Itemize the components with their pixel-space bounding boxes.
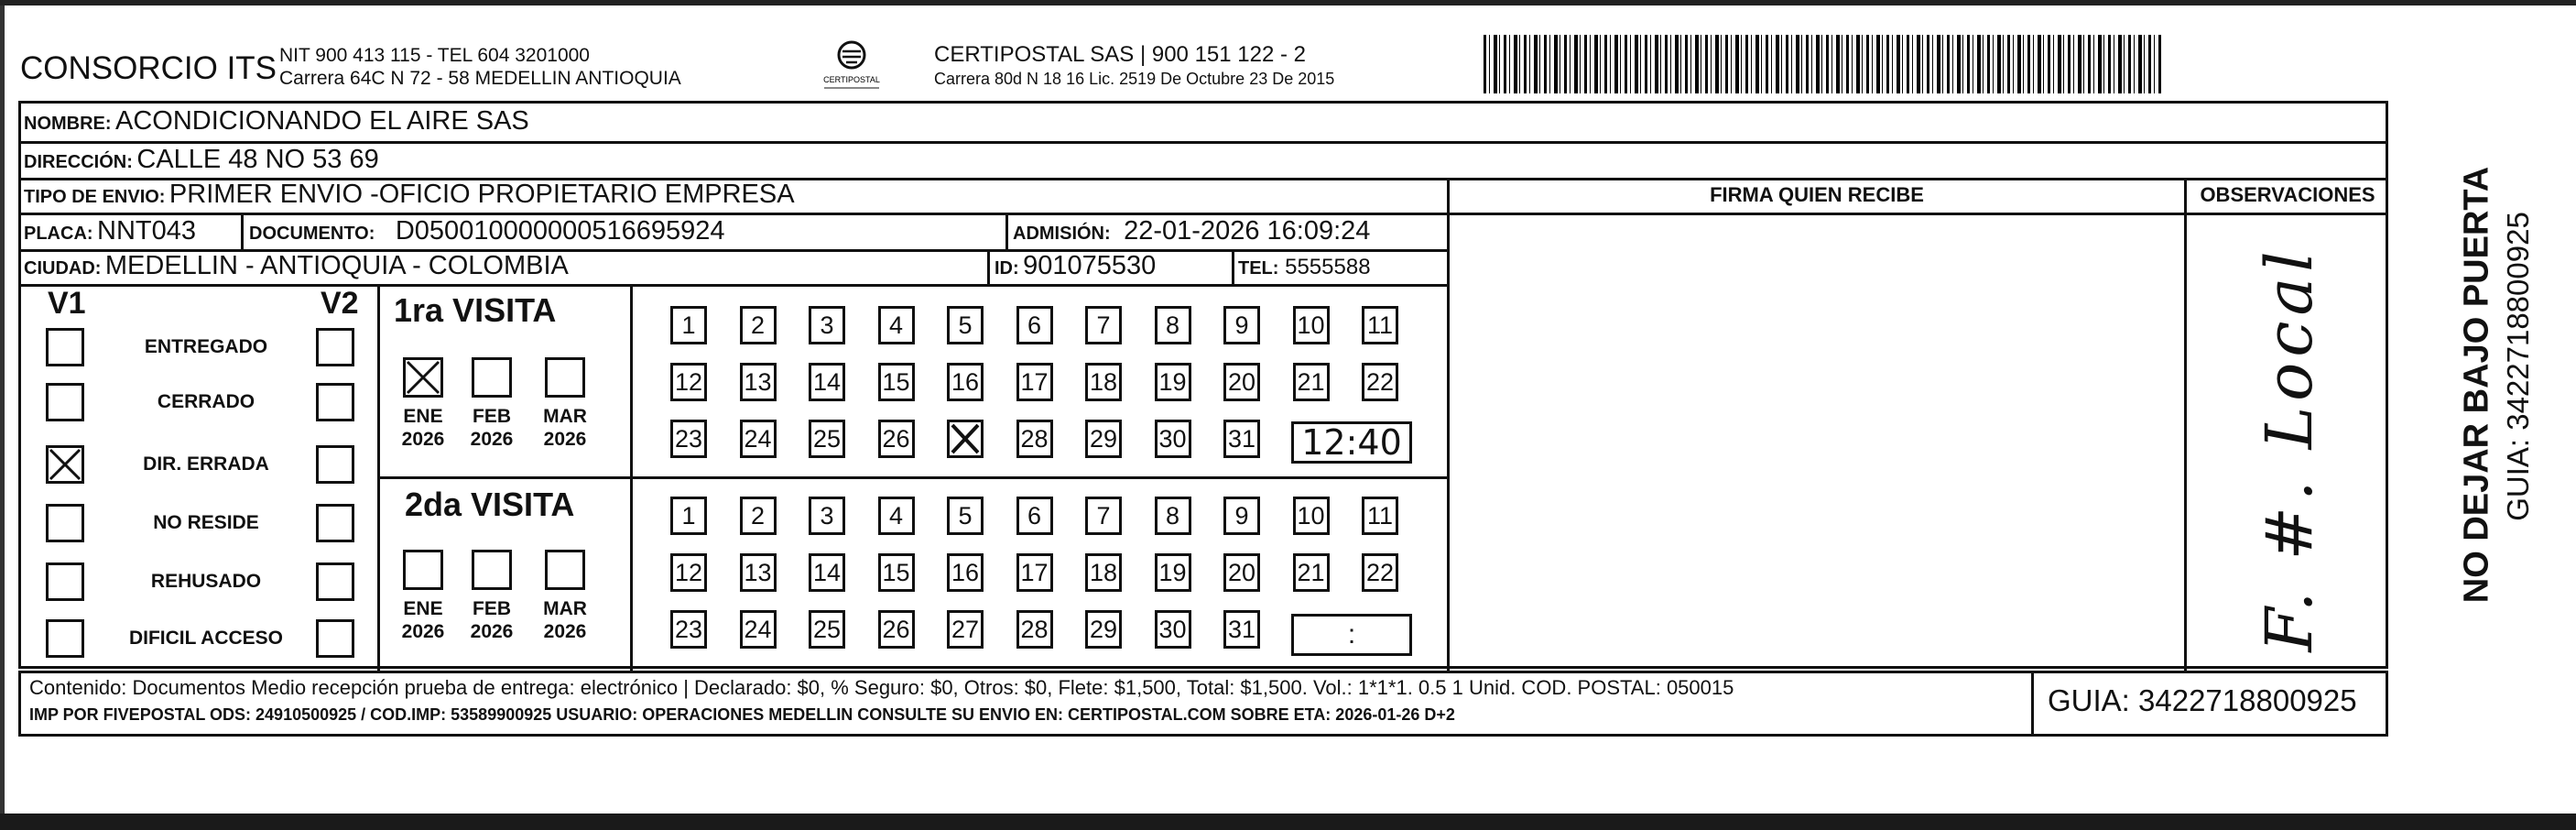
month-checkbox-2[interactable] [545, 550, 585, 590]
license-line: Carrera 80d N 18 16 Lic. 2519 De Octubre 23 De 2015 [934, 70, 1335, 88]
day-box-4[interactable]: 4 [878, 306, 915, 344]
month-checkbox-2[interactable] [545, 357, 585, 398]
month-name: ENE [403, 598, 443, 619]
month-checkbox-0[interactable] [403, 550, 443, 590]
day-box-27[interactable] [947, 420, 984, 458]
company-address: Carrera 64C N 72 - 58 MEDELLIN ANTIOQUIA [279, 68, 681, 89]
observaciones-header: OBSERVACIONES [2200, 183, 2375, 206]
day-box-14[interactable]: 14 [809, 553, 845, 592]
day-box-19[interactable]: 19 [1155, 363, 1191, 401]
month-name: FEB [473, 598, 511, 619]
day-box-30[interactable]: 30 [1155, 610, 1191, 649]
day-box-1[interactable]: 1 [670, 497, 707, 535]
day-box-12[interactable]: 12 [670, 553, 707, 592]
month-year: 2026 [543, 621, 587, 642]
month-name: MAR [543, 598, 587, 619]
visit-1-title: 1ra VISITA [394, 291, 557, 329]
day-box-8[interactable]: 8 [1155, 306, 1191, 344]
day-box-11[interactable]: 11 [1362, 497, 1398, 535]
status-v2-checkbox[interactable] [316, 383, 354, 421]
day-box-19[interactable]: 19 [1155, 553, 1191, 592]
day-box-28[interactable]: 28 [1016, 610, 1053, 649]
check-x-icon [950, 422, 981, 455]
day-box-1[interactable]: 1 [670, 306, 707, 344]
id-field [995, 251, 1156, 281]
certipostal-line: CERTIPOSTAL SAS | 900 151 122 - 2 [934, 42, 1306, 67]
admision-value: 22-01-2026 16:09:24 [1124, 216, 1371, 246]
day-box-5[interactable]: 5 [947, 497, 984, 535]
status-v2-checkbox[interactable] [316, 562, 354, 601]
day-box-2[interactable]: 2 [740, 497, 777, 535]
day-box-21[interactable]: 21 [1293, 553, 1330, 592]
v1-label: V1 [48, 286, 86, 321]
day-box-4[interactable]: 4 [878, 497, 915, 535]
day-box-18[interactable]: 18 [1085, 363, 1122, 401]
check-x-icon [49, 448, 82, 481]
day-box-9[interactable]: 9 [1223, 306, 1260, 344]
day-box-25[interactable]: 25 [809, 420, 845, 458]
month-name: MAR [543, 406, 587, 427]
day-box-27[interactable]: 27 [947, 610, 984, 649]
day-box-16[interactable]: 16 [947, 553, 984, 592]
tel-label: TEL: [1238, 258, 1279, 278]
sheet-left-edge [0, 5, 5, 814]
day-box-16[interactable]: 16 [947, 363, 984, 401]
footer-imp-line: IMP POR FIVEPOSTAL ODS: 24910500925 / COD.IMP: 53589900925 USUARIO: OPERACIONES MEDELLIN CONSULTE SU ENVIO EN: CERTIPOSTAL.COM SOBRE ETA: 2026-01-26 D+2 [29, 705, 1455, 724]
day-box-23[interactable]: 23 [670, 610, 707, 649]
month-checkbox-1[interactable] [472, 550, 512, 590]
ciudad-label: CIUDAD: [24, 258, 102, 278]
day-box-29[interactable]: 29 [1085, 610, 1122, 649]
day-box-11[interactable]: 11 [1362, 306, 1398, 344]
day-box-20[interactable]: 20 [1223, 553, 1260, 592]
status-v2-checkbox[interactable] [316, 504, 354, 542]
documento-value: D050010000000516695924 [395, 216, 725, 246]
day-box-28[interactable]: 28 [1016, 420, 1053, 458]
day-box-2[interactable]: 2 [740, 306, 777, 344]
tel-value: 5555588 [1285, 255, 1371, 279]
month-year: 2026 [401, 621, 445, 642]
placa-field [24, 216, 196, 246]
day-box-13[interactable]: 13 [740, 363, 777, 401]
day-box-22[interactable]: 22 [1362, 363, 1398, 401]
day-box-21[interactable]: 21 [1293, 363, 1330, 401]
documento-label: DOCUMENTO: [249, 224, 375, 244]
status-label: NO RESIDE [153, 512, 259, 533]
day-box-7[interactable]: 7 [1085, 497, 1122, 535]
day-box-3[interactable]: 3 [809, 497, 845, 535]
logo-caption: CERTIPOSTAL [823, 75, 880, 84]
sheet-top-edge [0, 0, 2576, 5]
day-box-26[interactable]: 26 [878, 610, 915, 649]
check-x-icon [406, 360, 440, 395]
day-box-15[interactable]: 15 [878, 553, 915, 592]
nombre-field [24, 106, 529, 137]
observaciones-handwriting [2198, 238, 2381, 660]
placa-value: NNT043 [97, 216, 196, 246]
day-box-13[interactable]: 13 [740, 553, 777, 592]
v2-label: V2 [321, 286, 359, 321]
status-v2-checkbox[interactable] [316, 619, 354, 658]
status-v1-checkbox[interactable] [46, 504, 84, 542]
status-v1-checkbox[interactable] [46, 383, 84, 421]
day-box-18[interactable]: 18 [1085, 553, 1122, 592]
day-box-12[interactable]: 12 [670, 363, 707, 401]
month-name: ENE [403, 406, 443, 427]
certipostal-logo [815, 35, 888, 99]
day-box-10[interactable]: 10 [1293, 306, 1330, 344]
day-box-14[interactable]: 14 [809, 363, 845, 401]
day-box-24[interactable]: 24 [740, 610, 777, 649]
footer-contenido: Contenido: Documentos Medio recepción prueba de entrega: electrónico | Declarado: $0, % Seguro: $0, Otros: $0, Flete: $1,500, Total: $1,500. Vol.: 1*1*1. 0.5 1 Unid. COD. POSTAL: 050015 [29, 676, 1734, 699]
direccion-label: DIRECCIÓN: [24, 152, 133, 172]
status-label: ENTREGADO [144, 336, 268, 357]
admision-field [1013, 216, 1370, 246]
status-label: CERRADO [157, 391, 255, 412]
day-box-22[interactable]: 22 [1362, 553, 1398, 592]
day-box-25[interactable]: 25 [809, 610, 845, 649]
nombre-value: ACONDICIONANDO EL AIRE SAS [115, 106, 529, 136]
month-year: 2026 [543, 429, 587, 450]
barcode [1484, 35, 2161, 93]
day-box-3[interactable]: 3 [809, 306, 845, 344]
day-box-31[interactable]: 31 [1223, 610, 1260, 649]
direccion-value: CALLE 48 NO 53 69 [136, 145, 379, 174]
admision-label: ADMISIÓN: [1013, 224, 1111, 244]
status-v1-checkbox[interactable] [46, 328, 84, 366]
day-box-30[interactable]: 30 [1155, 420, 1191, 458]
month-name: FEB [473, 406, 511, 427]
month-year: 2026 [401, 429, 445, 450]
direccion-field [24, 145, 379, 175]
observaciones-handwritten-text: F. #. Local [2252, 246, 2327, 652]
company-nit: NIT 900 413 115 - TEL 604 3201000 [279, 45, 590, 66]
visit-2-title: 2da VISITA [405, 486, 575, 523]
firma-header: FIRMA QUIEN RECIBE [1710, 183, 1924, 206]
day-box-20[interactable]: 20 [1223, 363, 1260, 401]
day-box-26[interactable]: 26 [878, 420, 915, 458]
tel-field [1238, 255, 1371, 280]
day-box-24[interactable]: 24 [740, 420, 777, 458]
nombre-label: NOMBRE: [24, 114, 112, 134]
company-name: CONSORCIO ITS [20, 50, 277, 86]
month-checkbox-1[interactable] [472, 357, 512, 398]
status-v1-checkbox[interactable] [46, 562, 84, 601]
day-box-8[interactable]: 8 [1155, 497, 1191, 535]
day-box-6[interactable]: 6 [1016, 306, 1053, 344]
side-guia: GUIA: 3422718800925 [2501, 212, 2535, 521]
status-v2-checkbox[interactable] [316, 328, 354, 366]
day-box-29[interactable]: 29 [1085, 420, 1122, 458]
footer-guia: GUIA: 3422718800925 [2048, 683, 2357, 717]
day-box-17[interactable]: 17 [1016, 363, 1053, 401]
day-box-5[interactable]: 5 [947, 306, 984, 344]
day-box-23[interactable]: 23 [670, 420, 707, 458]
status-v1-checkbox[interactable] [46, 619, 84, 658]
visit-2-time[interactable]: : [1291, 614, 1412, 656]
visit-1-time[interactable]: 12:40 [1291, 421, 1412, 464]
month-year: 2026 [470, 621, 514, 642]
tipo-envio-value: PRIMER ENVIO -OFICIO PROPIETARIO EMPRESA [168, 180, 795, 209]
day-box-17[interactable]: 17 [1016, 553, 1053, 592]
status-label: DIFICIL ACCESO [128, 628, 283, 649]
day-box-10[interactable]: 10 [1293, 497, 1330, 535]
month-year: 2026 [470, 429, 514, 450]
status-v1-checkbox[interactable] [46, 445, 84, 484]
id-value: 901075530 [1023, 251, 1157, 280]
tipo-envio-field [24, 180, 795, 210]
documento-field [249, 216, 725, 246]
month-checkbox-0[interactable] [403, 357, 443, 398]
status-v2-checkbox[interactable] [316, 445, 354, 484]
id-label: ID: [995, 258, 1019, 278]
day-box-6[interactable]: 6 [1016, 497, 1053, 535]
day-box-15[interactable]: 15 [878, 363, 915, 401]
tipo-envio-label: TIPO DE ENVIO: [24, 187, 166, 207]
no-dejar-bajo-puerta: NO DEJAR BAJO PUERTA [2457, 166, 2496, 604]
status-label: REHUSADO [150, 571, 262, 592]
placa-label: PLACA: [24, 224, 93, 244]
sheet-bottom-edge [0, 814, 2576, 830]
day-box-9[interactable]: 9 [1223, 497, 1260, 535]
day-box-7[interactable]: 7 [1085, 306, 1122, 344]
ciudad-value: MEDELLIN - ANTIOQUIA - COLOMBIA [104, 251, 569, 280]
day-box-31[interactable]: 31 [1223, 420, 1260, 458]
ciudad-field [24, 251, 569, 281]
status-label: DIR. ERRADA [143, 453, 269, 475]
